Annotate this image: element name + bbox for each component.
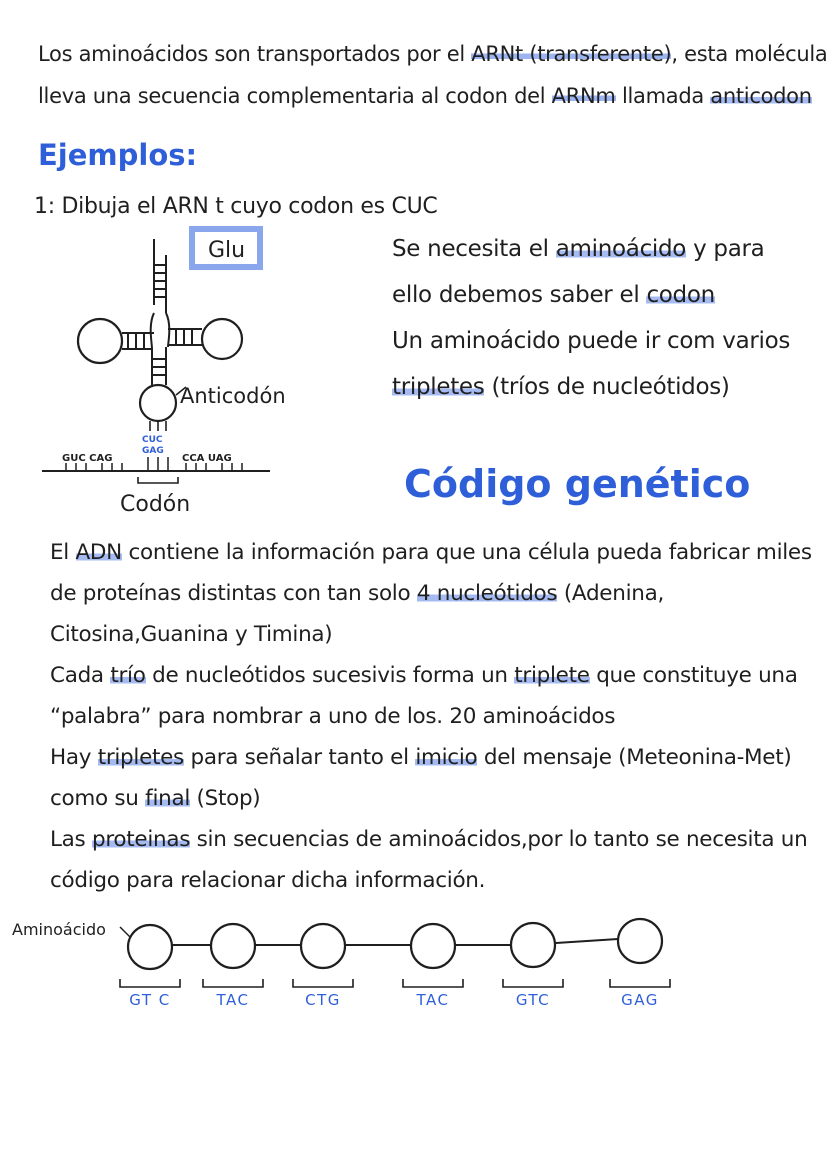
highlight-proteinas: proteinas [92, 827, 191, 852]
triplet-bracket [203, 979, 263, 987]
amino-acid-node [301, 924, 345, 968]
intro-line-1 [38, 36, 827, 73]
right-bases: CCA UAG [182, 453, 232, 464]
explain-line-1: Se necesita el aminoácido y para [392, 236, 765, 262]
explain-line-4: tripletes (tríos de nucleótidos) [392, 374, 730, 400]
anticodon-loop [140, 385, 176, 421]
amino-acid-node [211, 924, 255, 968]
highlight-aminoacido: aminoácido [555, 236, 687, 262]
triplet-label: TAC [216, 991, 250, 1009]
highlight-codon: codon [646, 282, 715, 308]
body-line-3: Citosina,Guanina y Timina) [50, 622, 333, 647]
body-line-9: código para relacionar dicha información. [50, 868, 486, 893]
t-loop [202, 319, 242, 359]
anticodon-label: Anticodón [180, 384, 286, 408]
triplet-bracket [503, 979, 563, 987]
amino-label: Glu [208, 238, 246, 263]
triplet-bracket [293, 979, 353, 987]
triplet-label: GTC [515, 991, 551, 1009]
triplet-bracket [610, 979, 670, 987]
codon-seq: GAG [142, 446, 164, 456]
highlight-arnt: ARNt (transferente) [471, 42, 672, 66]
body-line-7: como su final (Stop) [50, 786, 261, 811]
highlight-trio: trío [110, 663, 146, 688]
left-bases: GUC CAG [62, 453, 113, 464]
body-line-6: Hay tripletes para señalar tanto el imicio del mensaje (Meteonina-Met) [50, 745, 792, 770]
amino-acid-node [511, 923, 555, 967]
body-line-4: Cada trío de nucleótidos sucesivis forma un triplete que constituye una [50, 663, 798, 688]
intro-text: Los aminoácidos son transportados por el [38, 42, 472, 66]
d-loop [78, 319, 122, 363]
body-text [50, 532, 812, 901]
intro-text: lleva una secuencia complementaria al codon del [38, 84, 552, 108]
body-line-1: El ADN contiene la información para que una célula pueda fabricar miles [50, 540, 812, 565]
highlight-final: final [145, 786, 190, 811]
highlight-anticodon: anticodon [710, 84, 812, 108]
highlight-nucleotidos: 4 nucleótidos [416, 581, 558, 606]
section-title: Código genético [404, 462, 751, 506]
highlight-adn: ADN [75, 540, 122, 565]
highlight-tripletes-2: tripletes [97, 745, 184, 770]
intro-text: , esta molécula [671, 42, 828, 66]
anticodon-seq: CUC [142, 435, 163, 445]
triplet-bracket [120, 979, 180, 987]
explain-line-2: ello debemos saber el codon [392, 282, 715, 308]
highlight-arnm: ARNm [551, 84, 616, 108]
triplet-label: GAG [621, 991, 659, 1009]
amino-chain [100, 915, 690, 1015]
body-line-5: “palabra” para nombrar a uno de los. 20 aminoácidos [50, 704, 616, 729]
triplet-label: CTG [305, 991, 341, 1009]
examples-heading: Ejemplos: [38, 138, 198, 172]
triplet-label: TAC [416, 991, 450, 1009]
body-line-8: Las proteinas sin secuencias de aminoácidos,por lo tanto se necesita un [50, 827, 808, 852]
amino-acid-node [128, 925, 172, 969]
triplet-label: GT C [129, 991, 171, 1009]
highlight-imicio: imicio [415, 745, 478, 770]
intro-text: llamada [615, 84, 711, 108]
highlight-triplete: triplete [514, 663, 590, 688]
codon-label: Codón [120, 492, 191, 517]
intro-line-2 [38, 78, 812, 115]
amino-acid-node [411, 924, 455, 968]
chain-label: Aminoácido [12, 920, 106, 939]
explanation [392, 226, 790, 410]
amino-acid-node [618, 919, 662, 963]
explain-line-3: Un aminoácido puede ir com varios [392, 328, 791, 354]
highlight-tripletes: tripletes [392, 374, 485, 400]
body-line-2: de proteínas distintas con tan solo 4 nucleótidos (Adenina, [50, 581, 664, 606]
trna-diagram [30, 225, 390, 525]
exercise-text: 1: Dibuja el ARN t cuyo codon es CUC [34, 194, 438, 219]
triplet-bracket [403, 979, 463, 987]
